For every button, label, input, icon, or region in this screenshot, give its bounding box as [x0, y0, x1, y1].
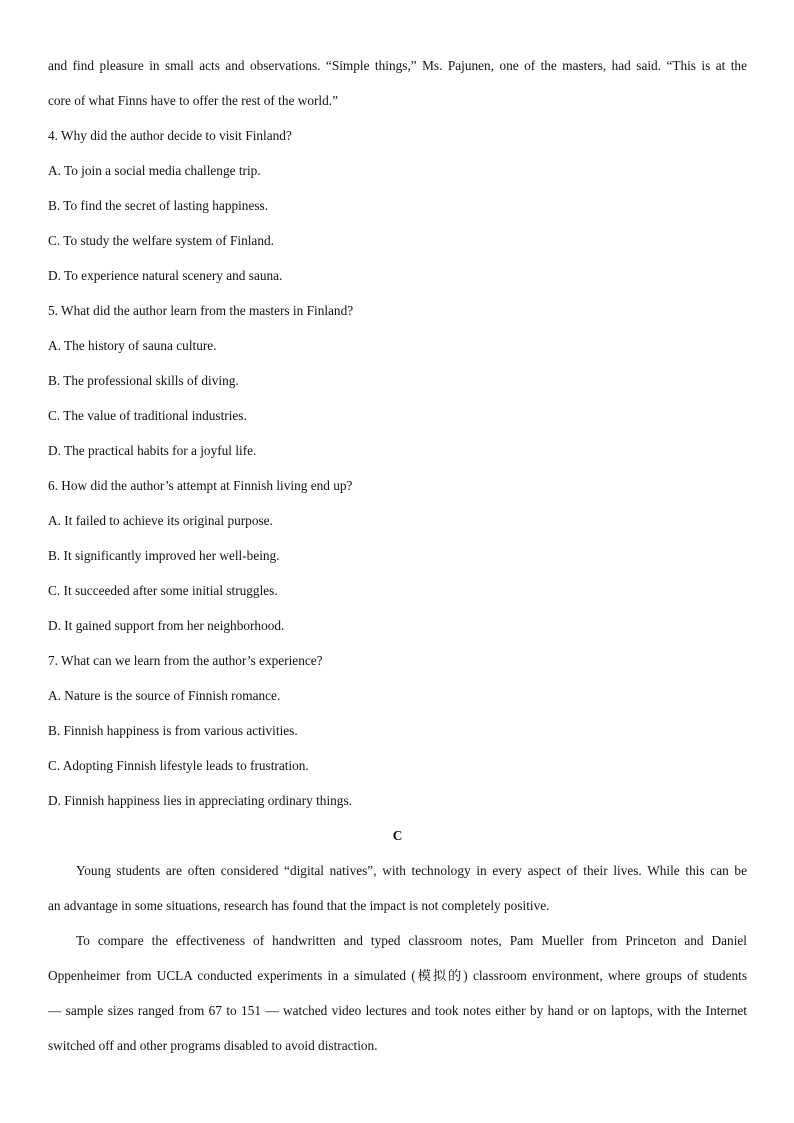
option-c: C. The value of traditional industries.: [48, 408, 247, 423]
question-stem: 7. What can we learn from the author’s experience?: [48, 653, 323, 668]
question-7: [48, 643, 747, 818]
option-b: B. Finnish happiness is from various activities.: [48, 723, 298, 738]
question-4: [48, 118, 747, 293]
option-d: D. It gained support from her neighborhood.: [48, 618, 285, 633]
option-a: A. It failed to achieve its original purpose.: [48, 513, 273, 528]
paragraph-line: Oppenheimer from UCLA conducted experiments in a simulated (模拟的) classroom environment, where groups of students: [48, 968, 747, 983]
question-stem: 4. Why did the author decide to visit Finland?: [48, 128, 292, 143]
option-a: A. Nature is the source of Finnish romance.: [48, 688, 281, 703]
option-b: B. The professional skills of diving.: [48, 373, 239, 388]
paragraph-line: To compare the effectiveness of handwritten and typed classroom notes, Pam Mueller from Princeton and Daniel: [76, 933, 747, 948]
option-b: B. It significantly improved her well-being.: [48, 548, 280, 563]
paragraph-line: an advantage in some situations, research has found that the impact is not completely positive.: [48, 898, 550, 913]
option-a: A. The history of sauna culture.: [48, 338, 217, 353]
section-c-paragraph-2: [48, 923, 747, 1063]
question-stem: 6. How did the author’s attempt at Finnish living end up?: [48, 478, 353, 493]
option-c: C. To study the welfare system of Finland.: [48, 233, 274, 248]
question-stem: 5. What did the author learn from the masters in Finland?: [48, 303, 354, 318]
option-d: D. Finnish happiness lies in appreciating ordinary things.: [48, 793, 352, 808]
paragraph-line: Young students are often considered “digital natives”, with technology in every aspect of their lives. While this can be: [76, 863, 747, 878]
question-6: [48, 468, 747, 643]
section-heading: C: [392, 828, 403, 843]
option-c: C. Adopting Finnish lifestyle leads to frustration.: [48, 758, 309, 773]
option-d: D. The practical habits for a joyful life.: [48, 443, 257, 458]
option-b: B. To find the secret of lasting happiness.: [48, 198, 269, 213]
option-a: A. To join a social media challenge trip.: [48, 163, 261, 178]
question-5: [48, 293, 747, 468]
section-c-paragraph-1: [48, 853, 747, 923]
option-d: D. To experience natural scenery and sauna.: [48, 268, 283, 283]
option-c: C. It succeeded after some initial struggles.: [48, 583, 278, 598]
paragraph-line: switched off and other programs disabled to avoid distraction.: [48, 1038, 378, 1053]
paragraph-line: — sample sizes ranged from 67 to 151 — watched video lectures and took notes either by hand or on laptops, with the Internet: [48, 1003, 747, 1018]
passage-text-line: core of what Finns have to offer the rest of the world.”: [48, 93, 338, 108]
passage-text-line: and find pleasure in small acts and observations. “Simple things,” Ms. Pajunen, one of the masters, had said. “This is at the: [48, 58, 747, 73]
